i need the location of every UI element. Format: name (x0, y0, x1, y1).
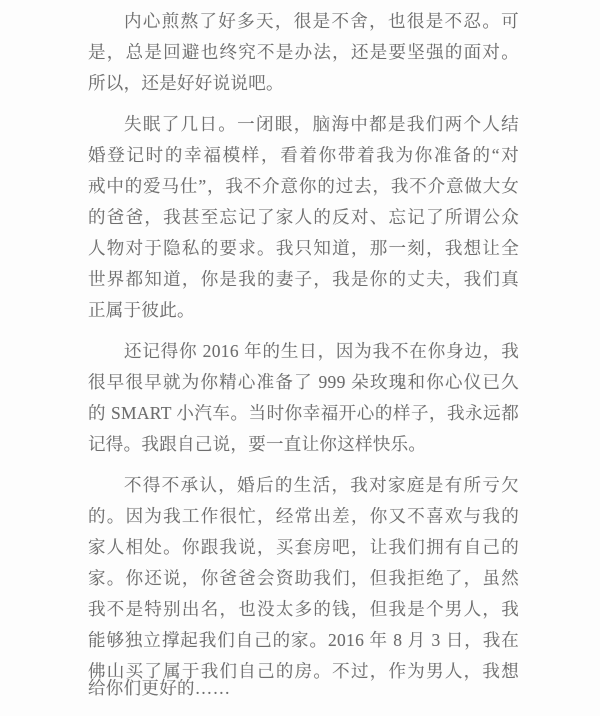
text-line: 很早很早就为你精心准备了 999 朵玫瑰和你心仪已久 (88, 372, 519, 392)
text-line: 正属于彼此。 (88, 300, 195, 320)
text-line: 戒中的爱马仕”，我不介意你的过去，我不介意做大女 (88, 176, 519, 196)
text-line: 婚登记时的幸福模样，看着你带着我为你准备的“对 (88, 145, 519, 165)
text-line: 给你们更好的…… (88, 678, 231, 698)
text-line: 我不是特别出名，也没太多的钱，但我是个男人，我 (88, 599, 519, 619)
text-line: 世界都知道，你是我的妻子，我是你的丈夫，我们真 (88, 269, 519, 289)
text-line: 不得不承认，婚后的生活，我对家庭是有所亏欠 (124, 475, 519, 495)
paragraph (88, 109, 519, 326)
text-line: 失眠了几日。一闭眼，脑海中都是我们两个人结 (124, 114, 519, 134)
text-line: 所以，还是好好说说吧。 (88, 73, 284, 93)
text-line: 的。因为我工作很忙，经常出差，你又不喜欢与我的 (88, 506, 519, 526)
letter-body (88, 6, 519, 704)
text-line: 佛山买了属于我们自己的房。不过，作为男人，我想 (88, 661, 519, 681)
text-line: 还记得你 2016 年的生日，因为我不在你身边，我 (124, 341, 519, 361)
text-line: 是，总是回避也终究不是办法，还是要坚强的面对。 (88, 42, 519, 62)
paragraph (88, 336, 519, 460)
text-line: 记得。我跟自己说，要一直让你这样快乐。 (88, 434, 427, 454)
text-line: 内心煎熬了好多天，很是不舍，也很是不忍。可 (124, 11, 519, 31)
text-line: 家。你还说，你爸爸会资助我们，但我拒绝了，虽然 (88, 568, 519, 588)
text-line: 能够独立撑起我们自己的家。2016 年 8 月 3 日，我在 (88, 630, 519, 650)
paragraph (88, 470, 519, 704)
text-line: 人物对于隐私的要求。我只知道，那一刻，我想让全 (88, 238, 519, 258)
text-line: 的爸爸，我甚至忘记了家人的反对、忘记了所谓公众 (88, 207, 519, 227)
text-line: 家人相处。你跟我说，买套房吧，让我们拥有自己的 (88, 537, 519, 557)
text-line: 的 SMART 小汽车。当时你幸福开心的样子，我永远都 (88, 403, 519, 423)
paragraph (88, 6, 519, 99)
